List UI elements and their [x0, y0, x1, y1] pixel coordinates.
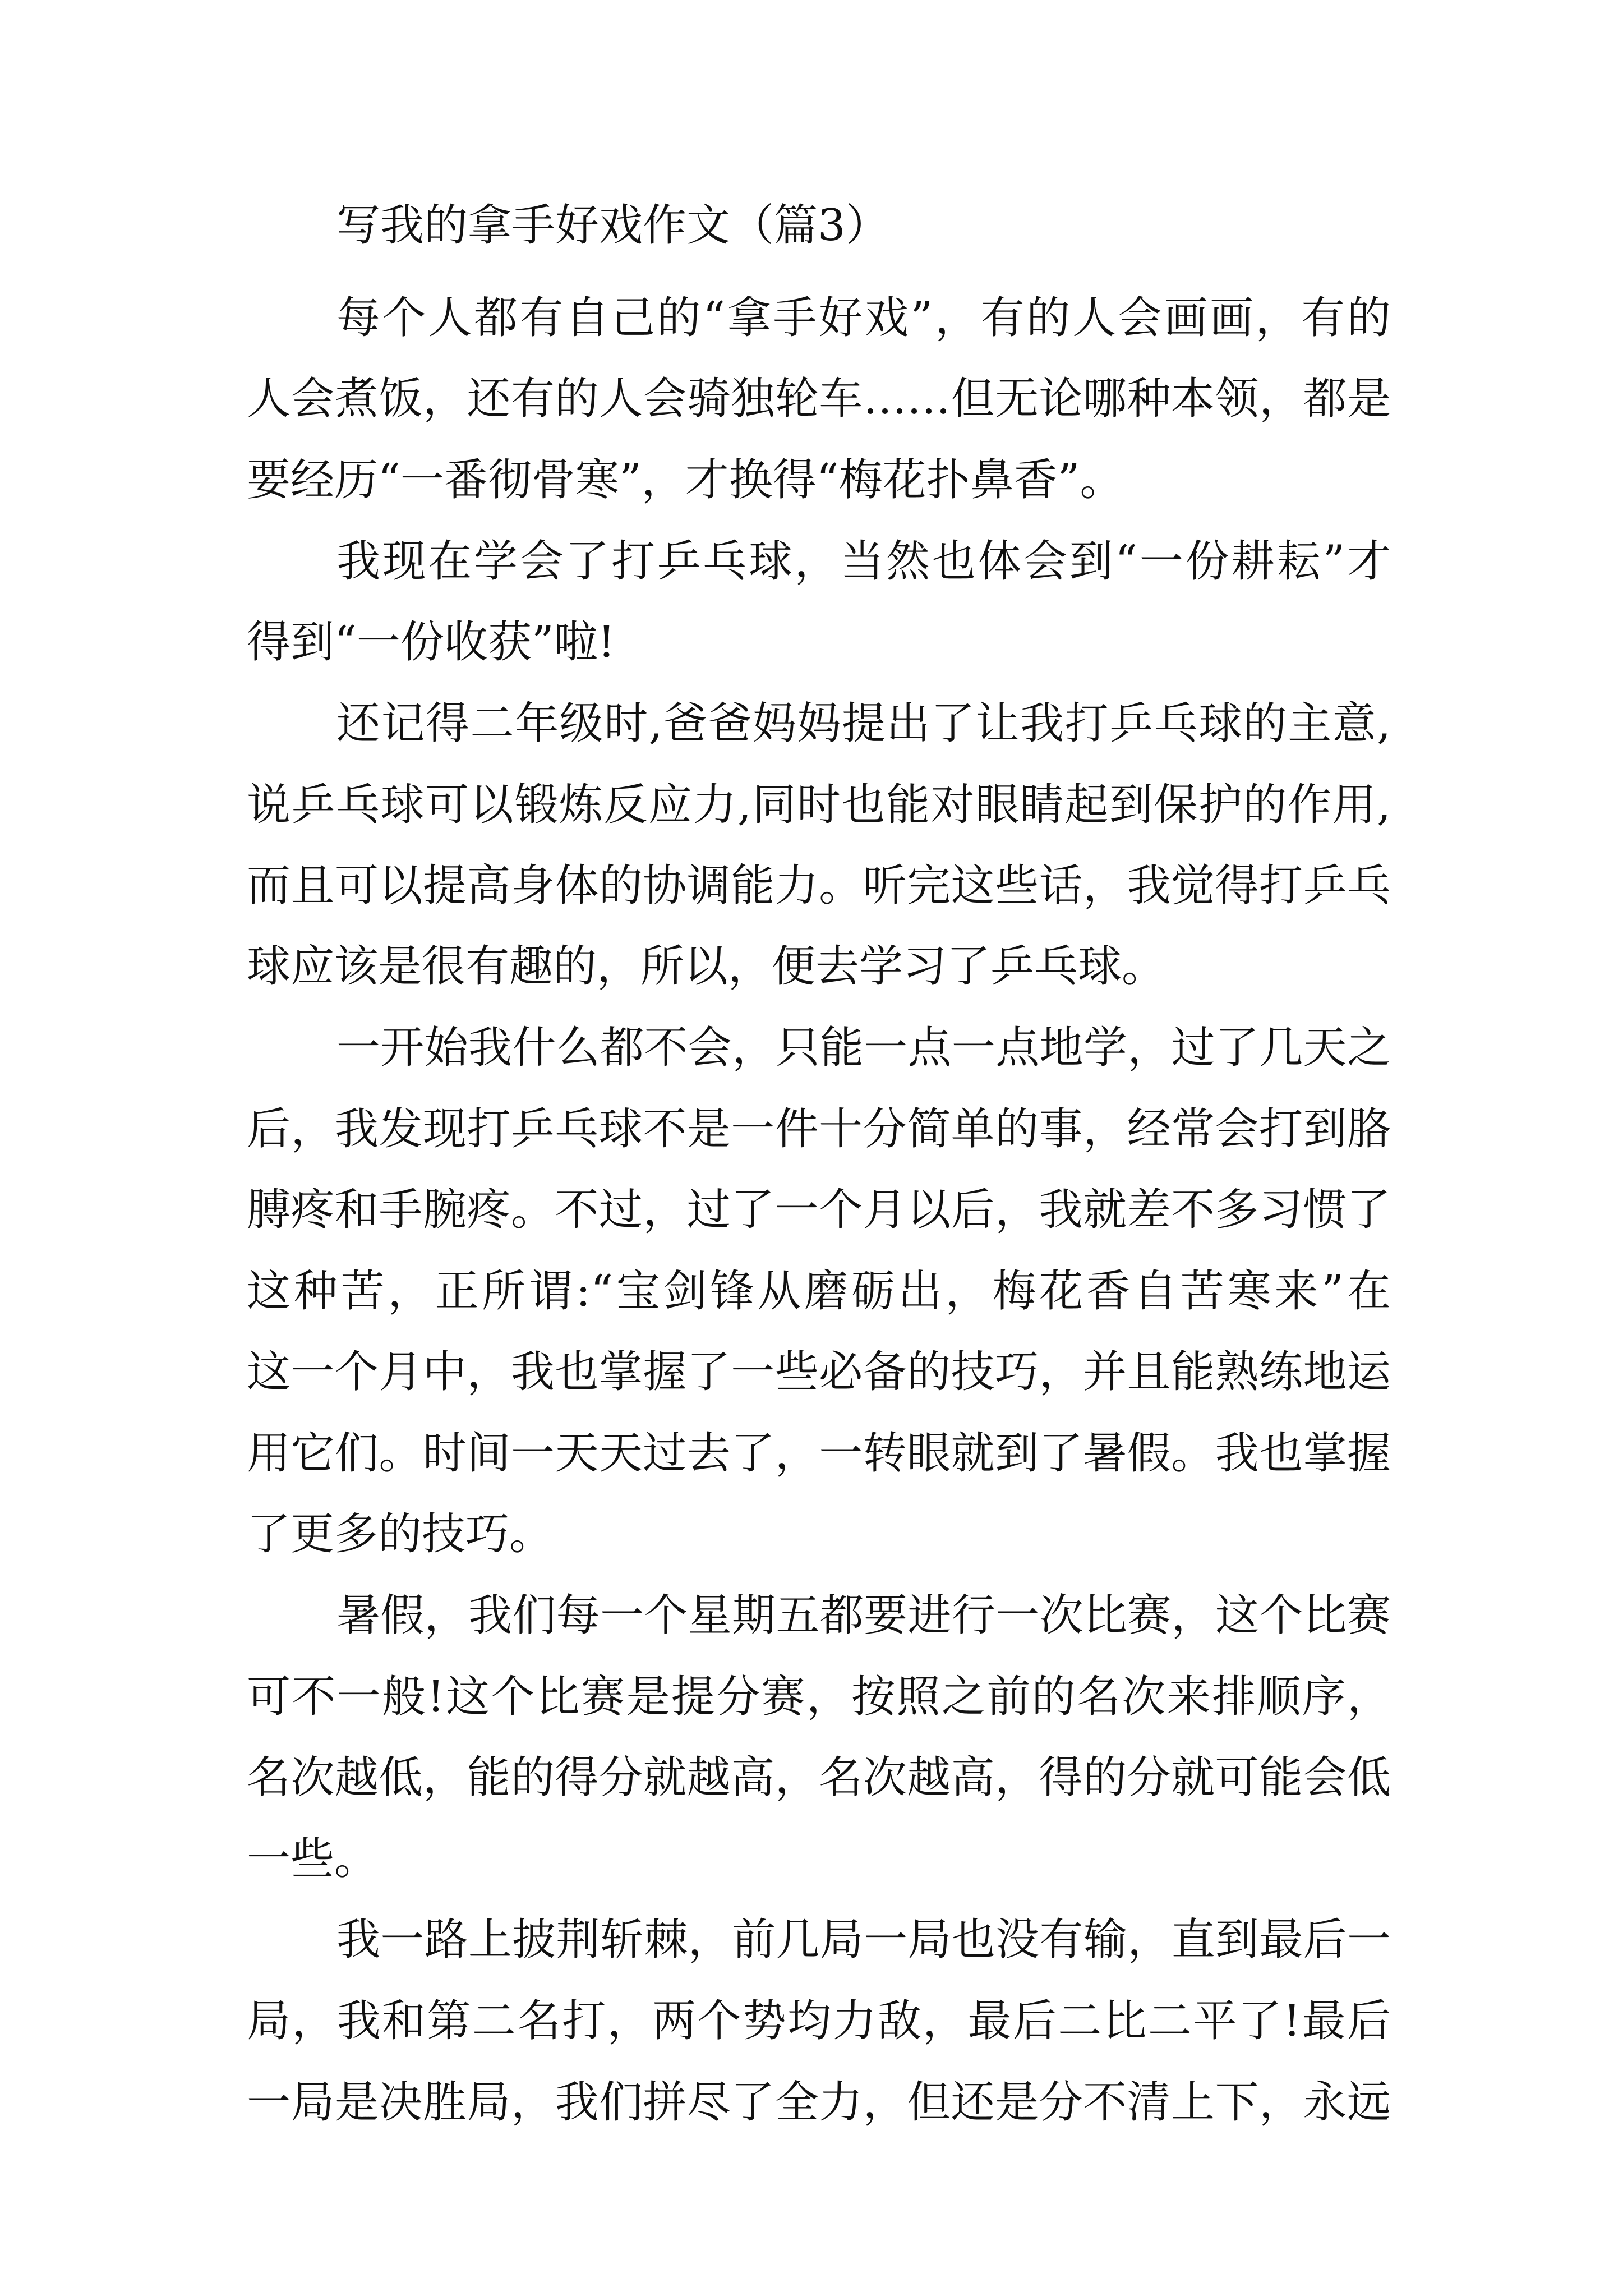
paragraph-5-line-3: 名次越低，能的得分就越高，名次越高，得的分就可能会低	[247, 1752, 1391, 1803]
essay-title: 写我的拿手好戏作文（篇3）	[336, 200, 889, 251]
paragraph-1-line-1: 每个人都有自己的“拿手好戏”，有的人会画画，有的	[336, 293, 1391, 343]
paragraph-2-line-1: 我现在学会了打乒乓球，当然也体会到“一份耕耘”才	[336, 536, 1391, 587]
paragraph-4-line-7: 了更多的技巧。	[247, 1509, 554, 1559]
paragraph-4-line-5: 这一个月中，我也掌握了一些必备的技巧，并且能熟练地运	[247, 1347, 1391, 1397]
paragraph-5-line-1: 暑假，我们每一个星期五都要进行一次比赛，这个比赛	[336, 1590, 1391, 1641]
paragraph-4-line-2: 后，我发现打乒乓球不是一件十分简单的事，经常会打到胳	[247, 1104, 1391, 1154]
paragraph-3-line-3: 而且可以提高身体的协调能力。听完这些话，我觉得打乒乓	[247, 861, 1391, 911]
paragraph-4-line-4: 这种苦，正所谓:“宝剑锋从磨砺出，梅花香自苦寒来”在	[247, 1266, 1391, 1317]
paragraph-3-line-2: 说乒乓球可以锻炼反应力,同时也能对眼睛起到保护的作用,	[247, 780, 1391, 830]
paragraph-6-line-3: 一局是决胜局，我们拼尽了全力，但还是分不清上下，永远	[247, 2077, 1391, 2128]
paragraph-1-line-3: 要经历“一番彻骨寒”，才换得“梅花扑鼻香”。	[247, 455, 1124, 505]
paragraph-3-line-1: 还记得二年级时,爸爸妈妈提出了让我打乒乓球的主意,	[336, 698, 1391, 749]
paragraph-3-line-4: 球应该是很有趣的，所以，便去学习了乒乓球。	[247, 941, 1166, 992]
paragraph-4-line-6: 用它们。时间一天天过去了，一转眼就到了暑假。我也掌握	[247, 1428, 1391, 1479]
paragraph-6-line-2: 局，我和第二名打，两个势均力敌，最后二比二平了!最后	[247, 1996, 1391, 2046]
paragraph-6-line-1: 我一路上披荆斩棘，前几局一局也没有输，直到最后一	[336, 1915, 1391, 1965]
paragraph-5-line-2: 可不一般!这个比赛是提分赛，按照之前的名次来排顺序，	[247, 1672, 1391, 1722]
paragraph-4-line-1: 一开始我什么都不会，只能一点一点地学，过了几天之	[336, 1023, 1391, 1073]
paragraph-1-line-2: 人会煮饭，还有的人会骑独轮车……但无论哪种本领，都是	[247, 374, 1391, 424]
paragraph-4-line-3: 膊疼和手腕疼。不过，过了一个月以后，我就差不多习惯了	[247, 1185, 1391, 1235]
paragraph-5-line-4: 一些。	[247, 1834, 379, 1884]
paragraph-2-line-2: 得到“一份收获”啦!	[247, 617, 616, 668]
